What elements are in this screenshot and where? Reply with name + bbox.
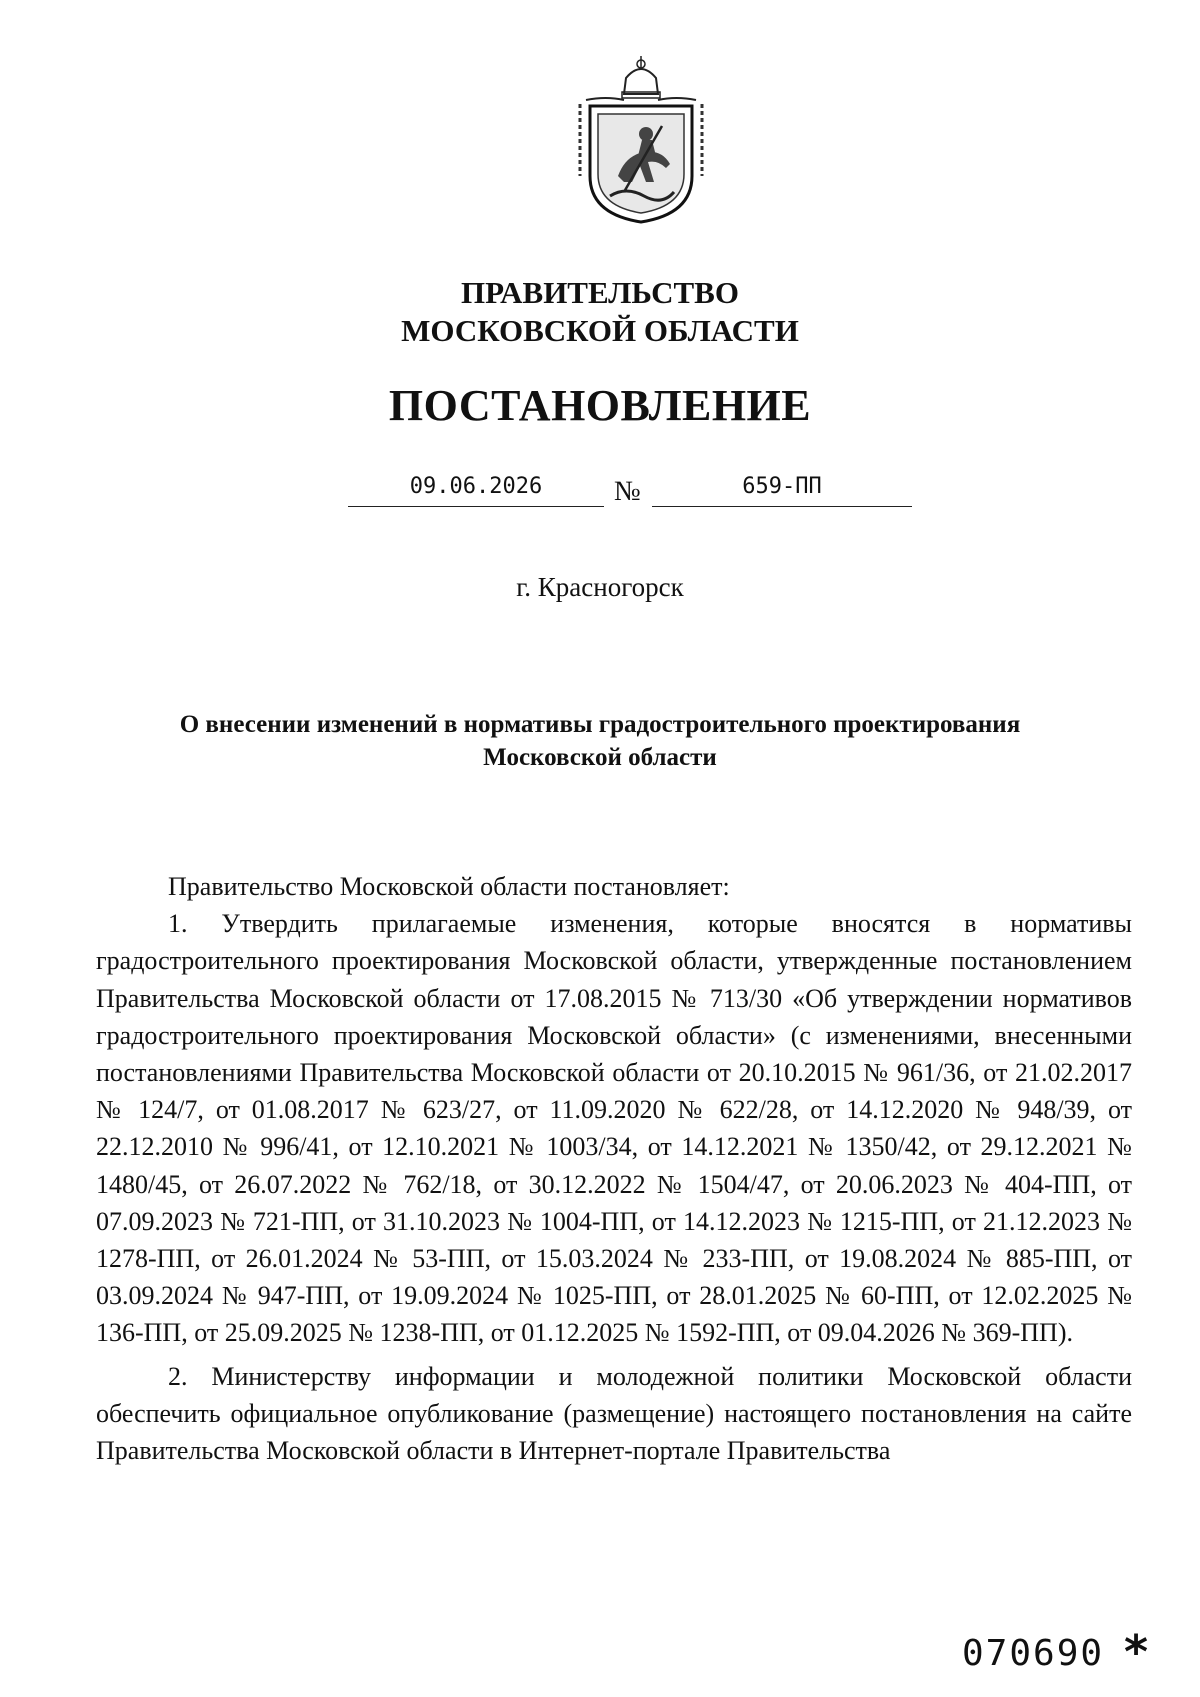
document-number: 659-ПП [742, 474, 822, 499]
number-underline [652, 506, 912, 507]
coat-of-arms-emblem [566, 56, 716, 226]
body-item-1: 1. Утвердить прилагаемые изменения, которые вносятся в нормативы градостроительного проектирования Московской области, утвержденные постановлением Правительства Московской области от 17.08.2015 № 713/30 «Об утверждении нормативов градостроительного проектирования Московской области» (с изменениями, внесенными постановлениями Правительства Московской области от 20.10.2015 № 961/36, от 21.02.2017 № 124/7, от 01.08.2017 № 623/27, от 11.09.2020 № 622/28, от 14.12.2020 № 948/39, от 22.12.2010 № 996/41, от 12.10.2021 № 1003/34, от 14.12.2021 № 1350/42, от 29.12.2021 № 1480/45, от 26.07.2022 № 762/18, от 30.12.2022 № 1504/47, от 20.06.2023 № 404-ПП, от 07.09.2023 № 721-ПП, от 31.10.2023 № 1004-ПП, от 14.12.2023 № 1215-ПП, от 21.12.2023 № 1278-ПП, от 26.01.2024 № 53-ПП, от 15.03.2024 № 233-ПП, от 19.08.2024 № 885-ПП, от 03.09.2024 № 947-ПП, от 19.09.2024 № 1025-ПП, от 28.01.2025 № 60-ПП, от 12.02.2025 № 136-ПП, от 25.09.2025 № 1238-ПП, от 01.12.2025 № 1592-ПП, от 09.04.2026 № 369-ПП). [96, 909, 1132, 1348]
document-date: 09.06.2026 [409, 474, 543, 499]
government-name-line2: МОСКОВСКОЙ ОБЛАСТИ [401, 313, 799, 348]
subject-line1: О внесении изменений в нормативы градостроительного проектирования [179, 711, 1021, 738]
document-serial-code: 070690 [962, 1633, 1105, 1674]
city-name: г. Красногорск [516, 572, 684, 602]
document-type-title: ПОСТАНОВЛЕНИЕ [388, 381, 812, 430]
number-sign: № [614, 476, 641, 507]
document-subject [120, 708, 1080, 774]
date-underline [348, 506, 604, 507]
document-meta-row [0, 470, 1200, 510]
document-body [96, 868, 1132, 1469]
subject-line2: Московской области [483, 744, 717, 771]
body-intro: Правительство Московской области постановляет: [168, 872, 730, 901]
asterisk-mark: * [1124, 1625, 1149, 1679]
body-item-2: 2. Министерству информации и молодежной политики Московской области обеспечить официальное опубликование (размещение) настоящего постановления на сайте Правительства Московской области в Интернет-портале Правительства [96, 1361, 1132, 1466]
government-name-line1: ПРАВИТЕЛЬСТВО [461, 275, 739, 310]
